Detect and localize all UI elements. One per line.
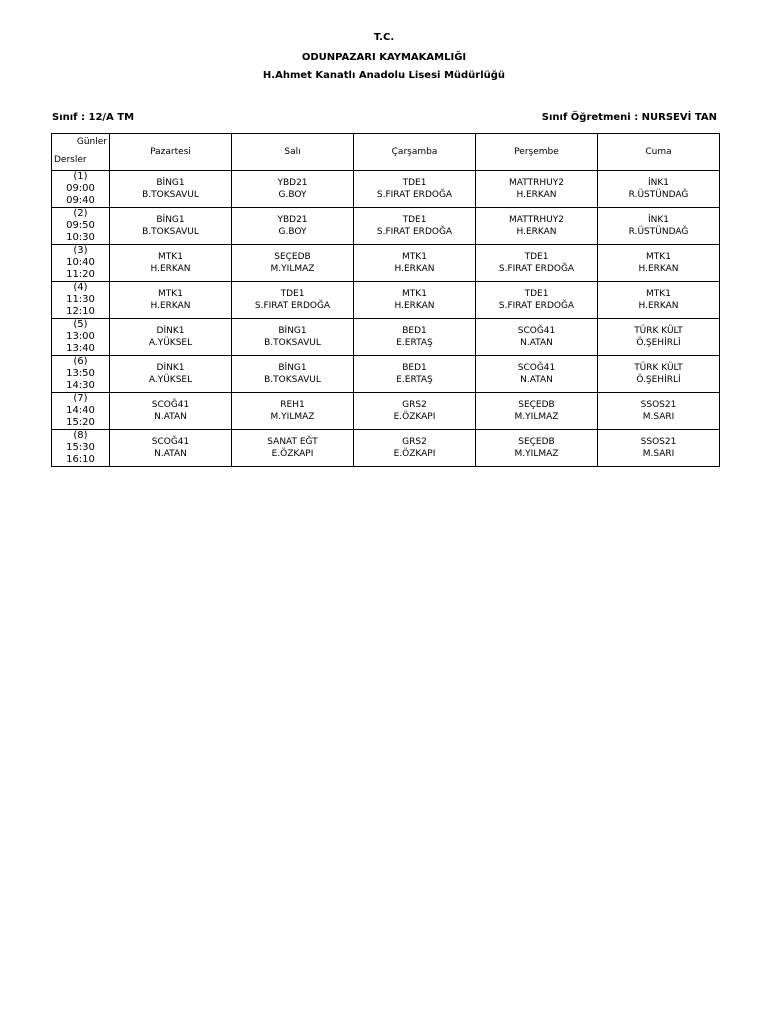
- lesson-teacher: H.ERKAN: [150, 301, 191, 311]
- period-end: 15:20: [66, 417, 95, 428]
- lesson-teacher: H.ERKAN: [394, 264, 435, 274]
- lesson-teacher: G.BOY: [278, 227, 307, 237]
- lesson-code: BİNG1: [156, 178, 185, 188]
- lesson-cell: [476, 171, 598, 208]
- lesson-teacher: M.YILMAZ: [514, 449, 559, 459]
- period-start: 13:50: [66, 368, 95, 379]
- lesson-cell: [598, 430, 720, 467]
- lesson-teacher: B.TOKSAVUL: [264, 375, 321, 385]
- lesson-code: SCOĞ41: [517, 326, 556, 336]
- lesson-code: MATTRHUY2: [509, 178, 564, 188]
- lesson-cell: [476, 393, 598, 430]
- lesson-teacher: R.ÜSTÜNDAĞ: [628, 190, 689, 200]
- lesson-teacher: S.FIRAT ERDOĞA: [376, 190, 453, 200]
- lesson-code: SCOĞ41: [517, 363, 556, 373]
- lesson-code: GRS2: [402, 437, 427, 447]
- lesson-teacher: M.YILMAZ: [270, 412, 315, 422]
- lesson-teacher: S.FIRAT ERDOĞA: [498, 264, 575, 274]
- period-end: 13:40: [66, 343, 95, 354]
- lesson-code: TDE1: [402, 178, 427, 188]
- table-row: [52, 393, 720, 430]
- lesson-code: BİNG1: [156, 215, 185, 225]
- table-row: [52, 208, 720, 245]
- lesson-cell: [110, 282, 232, 319]
- period-cell: [52, 356, 110, 393]
- lesson-cell: [110, 319, 232, 356]
- lesson-code: GRS2: [402, 400, 427, 410]
- lesson-code: TÜRK KÜLT: [634, 326, 683, 336]
- lesson-teacher: E.ERTAŞ: [396, 375, 433, 385]
- lesson-teacher: S.FIRAT ERDOĞA: [376, 227, 453, 237]
- period-start: 14:40: [66, 405, 95, 416]
- lesson-teacher: N.ATAN: [520, 338, 553, 348]
- lesson-teacher: B.TOKSAVUL: [264, 338, 321, 348]
- lesson-code: SEÇEDB: [518, 400, 555, 410]
- lesson-teacher: M.SARI: [642, 412, 675, 422]
- lesson-teacher: H.ERKAN: [638, 301, 679, 311]
- lesson-teacher: M.YILMAZ: [514, 412, 559, 422]
- lesson-teacher: H.ERKAN: [394, 301, 435, 311]
- period-cell: [52, 208, 110, 245]
- period-cell: [52, 393, 110, 430]
- timetable: [51, 133, 720, 467]
- table-row: [52, 356, 720, 393]
- lesson-code: MTK1: [646, 289, 671, 299]
- lesson-teacher: E.ÖZKAPI: [393, 412, 436, 422]
- lesson-code: TDE1: [524, 289, 549, 299]
- table-row: [52, 430, 720, 467]
- period-num: (5): [73, 319, 88, 330]
- lesson-code: BED1: [402, 326, 427, 336]
- period-num: (7): [73, 393, 88, 404]
- day-header: Perşembe: [476, 134, 598, 171]
- lesson-cell: [232, 282, 354, 319]
- period-end: 09:40: [66, 195, 95, 206]
- lesson-cell: [110, 393, 232, 430]
- lesson-teacher: H.ERKAN: [638, 264, 679, 274]
- lesson-code: YBD21: [277, 178, 308, 188]
- lesson-code: TDE1: [280, 289, 305, 299]
- lesson-teacher: R.ÜSTÜNDAĞ: [628, 227, 689, 237]
- lesson-cell: [476, 319, 598, 356]
- header-tc: T.C.: [373, 32, 395, 43]
- lesson-teacher: M.SARI: [642, 449, 675, 459]
- period-start: 11:30: [66, 294, 95, 305]
- period-start: 15:30: [66, 442, 95, 453]
- lesson-code: REH1: [280, 400, 305, 410]
- lesson-cell: [110, 208, 232, 245]
- lesson-code: MTK1: [402, 289, 427, 299]
- period-num: (3): [73, 245, 88, 256]
- lesson-teacher: B.TOKSAVUL: [142, 227, 199, 237]
- lesson-teacher: N.ATAN: [520, 375, 553, 385]
- lesson-code: TDE1: [524, 252, 549, 262]
- lesson-cell: [354, 356, 476, 393]
- lesson-code: MTK1: [158, 289, 183, 299]
- timetable-header-row: [52, 134, 720, 171]
- lesson-code: TÜRK KÜLT: [634, 363, 683, 373]
- lesson-teacher: S.FIRAT ERDOĞA: [498, 301, 575, 311]
- lesson-code: İNK1: [647, 215, 669, 225]
- lesson-teacher: E.ÖZKAPI: [271, 449, 314, 459]
- lesson-teacher: A.YÜKSEL: [148, 375, 193, 385]
- lesson-cell: [232, 208, 354, 245]
- period-cell: [52, 282, 110, 319]
- lesson-teacher: A.YÜKSEL: [148, 338, 193, 348]
- lesson-teacher: G.BOY: [278, 190, 307, 200]
- period-num: (8): [73, 430, 88, 441]
- lesson-code: SCOĞ41: [151, 400, 190, 410]
- lesson-cell: [598, 171, 720, 208]
- period-cell: [52, 430, 110, 467]
- lesson-teacher: H.ERKAN: [516, 227, 557, 237]
- lesson-teacher: N.ATAN: [154, 412, 187, 422]
- lesson-cell: [110, 245, 232, 282]
- period-end: 14:30: [66, 380, 95, 391]
- period-end: 10:30: [66, 232, 95, 243]
- lesson-teacher: N.ATAN: [154, 449, 187, 459]
- lesson-code: BED1: [402, 363, 427, 373]
- lesson-cell: [354, 208, 476, 245]
- lesson-cell: [598, 282, 720, 319]
- lesson-cell: [354, 245, 476, 282]
- period-start: 13:00: [66, 331, 95, 342]
- lesson-teacher: M.YILMAZ: [270, 264, 315, 274]
- lesson-code: MTK1: [646, 252, 671, 262]
- lesson-code: İNK1: [647, 178, 669, 188]
- lesson-teacher: B.TOKSAVUL: [142, 190, 199, 200]
- lesson-code: SSOS21: [640, 437, 677, 447]
- period-num: (4): [73, 282, 88, 293]
- lesson-cell: [354, 393, 476, 430]
- day-header: Çarşamba: [354, 134, 476, 171]
- day-header: Cuma: [598, 134, 720, 171]
- lesson-cell: [476, 282, 598, 319]
- header-office: ODUNPAZARI KAYMAKAMLIĞI: [301, 52, 467, 63]
- period-num: (2): [73, 208, 88, 219]
- period-start: 09:50: [66, 220, 95, 231]
- lesson-code: MTK1: [158, 252, 183, 262]
- lesson-code: SSOS21: [640, 400, 677, 410]
- lesson-code: SEÇEDB: [518, 437, 555, 447]
- lesson-cell: [476, 430, 598, 467]
- period-num: (6): [73, 356, 88, 367]
- day-header: Salı: [232, 134, 354, 171]
- table-row: [52, 282, 720, 319]
- lesson-cell: [232, 171, 354, 208]
- lesson-code: SANAT EĞT: [267, 437, 318, 447]
- period-end: 11:20: [66, 269, 95, 280]
- lesson-cell: [598, 245, 720, 282]
- lesson-cell: [110, 356, 232, 393]
- lesson-teacher: E.ERTAŞ: [396, 338, 433, 348]
- class-label: Sınıf : 12/A TM: [52, 112, 135, 123]
- lesson-code: TDE1: [402, 215, 427, 225]
- lesson-teacher: S.FIRAT ERDOĞA: [254, 301, 331, 311]
- period-num: (1): [73, 171, 88, 182]
- lesson-cell: [476, 245, 598, 282]
- period-cell: [52, 171, 110, 208]
- lesson-teacher: E.ÖZKAPI: [393, 449, 436, 459]
- lesson-cell: [354, 171, 476, 208]
- day-header: Pazartesi: [110, 134, 232, 171]
- lesson-code: SEÇEDB: [274, 252, 311, 262]
- header-school: H.Ahmet Kanatlı Anadolu Lisesi Müdürlüğü: [262, 70, 506, 81]
- lesson-cell: [354, 319, 476, 356]
- lesson-teacher: Ö.ŞEHİRLİ: [636, 375, 681, 385]
- lesson-cell: [110, 430, 232, 467]
- lesson-code: MTK1: [402, 252, 427, 262]
- lesson-code: MATTRHUY2: [509, 215, 564, 225]
- lesson-cell: [476, 208, 598, 245]
- lesson-code: BİNG1: [278, 326, 307, 336]
- period-cell: [52, 319, 110, 356]
- lesson-cell: [598, 393, 720, 430]
- table-row: [52, 171, 720, 208]
- lesson-cell: [232, 245, 354, 282]
- lesson-code: YBD21: [277, 215, 308, 225]
- lesson-cell: [354, 282, 476, 319]
- corner-days-label: Günler: [76, 137, 107, 147]
- lesson-cell: [476, 356, 598, 393]
- period-end: 12:10: [66, 306, 95, 317]
- period-start: 10:40: [66, 257, 95, 268]
- lesson-cell: [232, 319, 354, 356]
- period-cell: [52, 245, 110, 282]
- class-teacher-label: Sınıf Öğretmeni : NURSEVİ TAN: [541, 112, 717, 123]
- lesson-cell: [598, 319, 720, 356]
- lesson-code: DİNK1: [156, 326, 185, 336]
- period-start: 09:00: [66, 183, 95, 194]
- lesson-cell: [232, 356, 354, 393]
- lesson-teacher: Ö.ŞEHİRLİ: [636, 338, 681, 348]
- lesson-cell: [232, 393, 354, 430]
- lesson-cell: [598, 356, 720, 393]
- lesson-cell: [354, 430, 476, 467]
- corner-cell: [52, 134, 110, 171]
- lesson-teacher: H.ERKAN: [150, 264, 191, 274]
- lesson-cell: [110, 171, 232, 208]
- table-row: [52, 245, 720, 282]
- table-row: [52, 319, 720, 356]
- lesson-teacher: H.ERKAN: [516, 190, 557, 200]
- lesson-code: BİNG1: [278, 363, 307, 373]
- lesson-cell: [232, 430, 354, 467]
- lesson-code: SCOĞ41: [151, 437, 190, 447]
- lesson-cell: [598, 208, 720, 245]
- corner-lessons-label: Dersler: [54, 155, 87, 165]
- period-end: 16:10: [66, 454, 95, 465]
- lesson-code: DİNK1: [156, 363, 185, 373]
